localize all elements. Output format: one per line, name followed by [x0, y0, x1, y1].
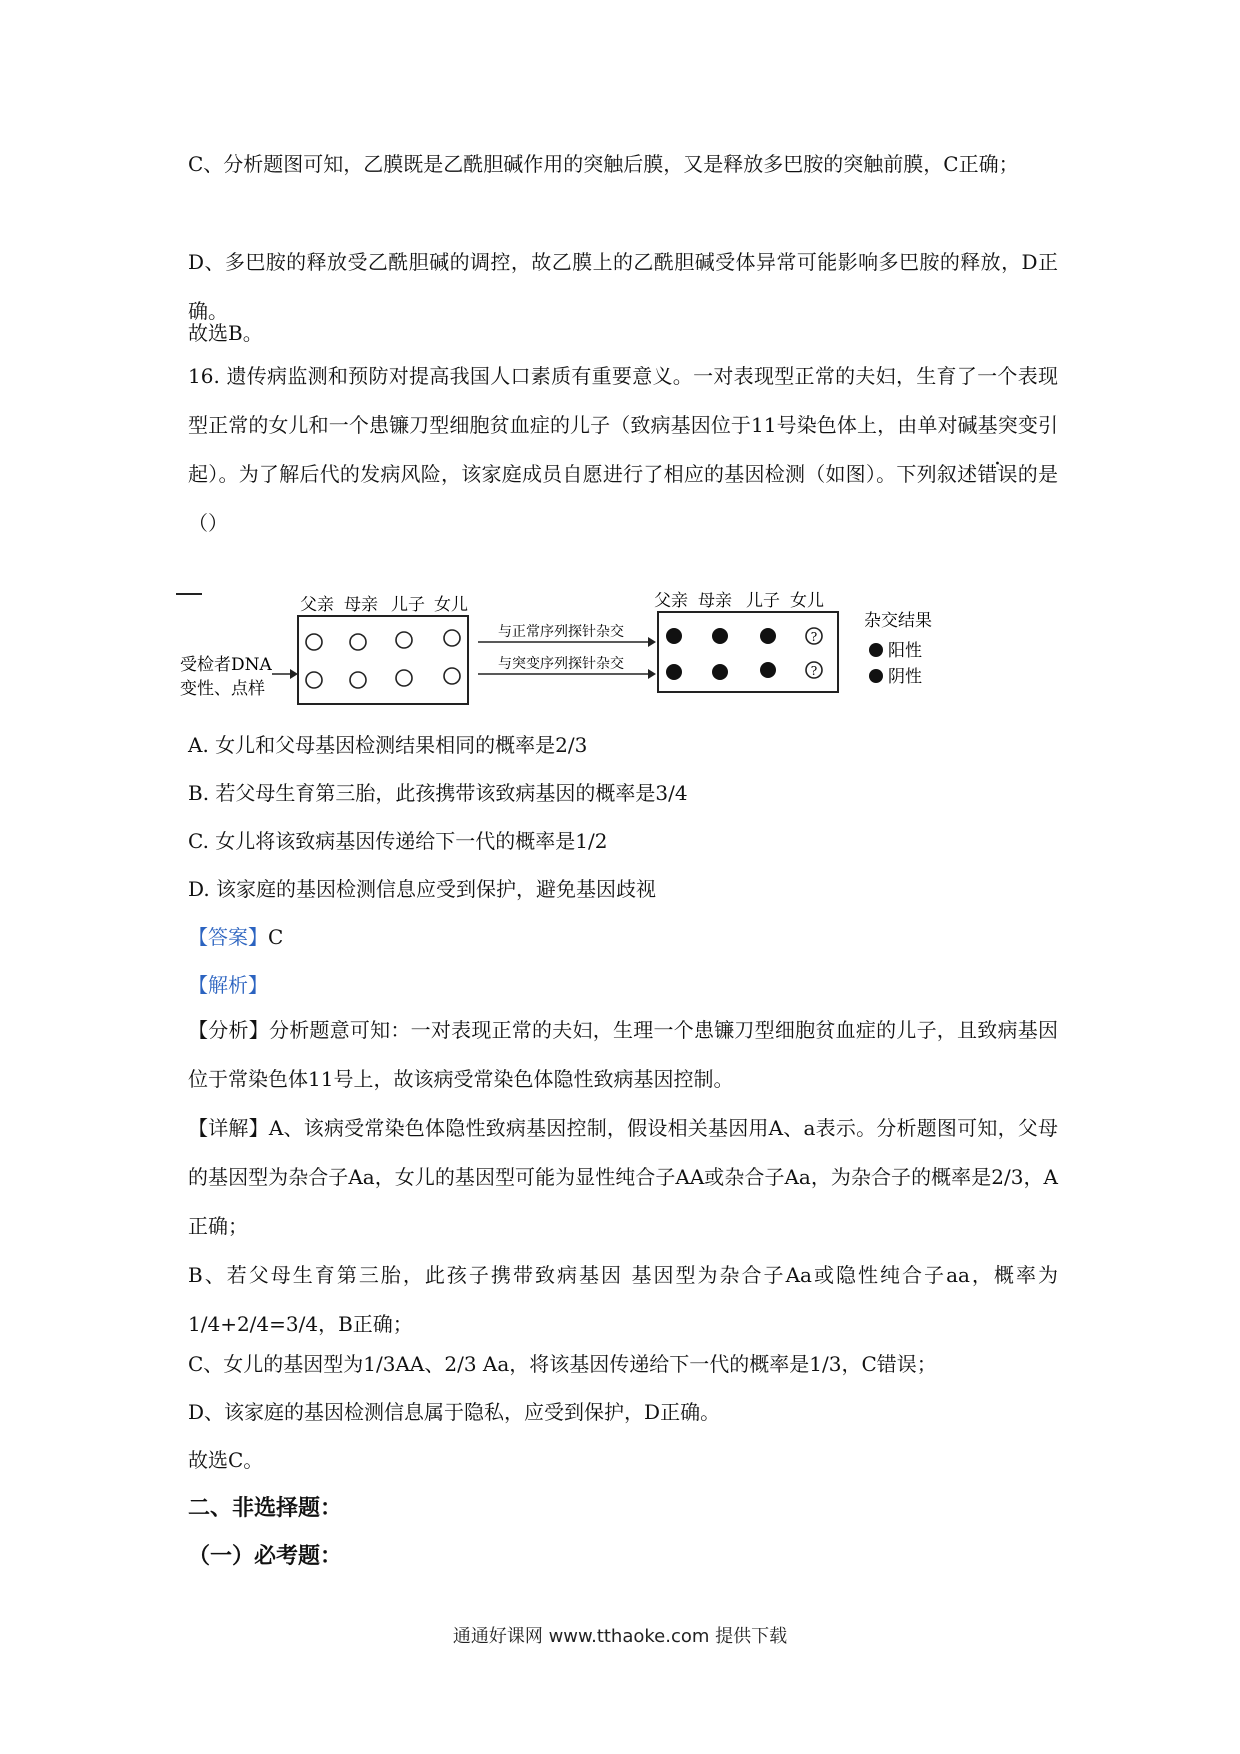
label-son-left: 儿子: [391, 595, 425, 615]
answer-line: [188, 922, 283, 952]
spot-left-r1-father: [306, 634, 322, 650]
label-father-right: 父亲: [654, 591, 688, 611]
answer-choice-c: 故选C。: [188, 1448, 264, 1472]
option-c: C. 女儿将该致病基因传递给下一代的概率是1/2: [188, 829, 608, 853]
sample-label-2: 变性、点样: [180, 679, 265, 699]
spot-right-r2-father: [666, 664, 682, 680]
gene-test-figure: [172, 590, 1072, 710]
label-daughter-right: 女儿: [790, 591, 824, 611]
spot-left-r1-mother: [350, 634, 366, 650]
legend-negative-dot: [869, 669, 883, 683]
legend-title: 杂交结果: [864, 611, 932, 631]
spot-left-r2-son: [396, 670, 412, 686]
detail-paragraph-b: B、若父母生育第三胎，此孩子携带致病基因 基因型为杂合子Aa或隐性纯合子aa，概率为1/4+2/4=3/4，B正确；: [188, 1263, 1058, 1336]
spot-left-r2-daughter: [444, 668, 460, 684]
analysis-label: 【解析】: [188, 973, 268, 997]
answer-label: 【答案】: [188, 925, 268, 949]
section-subheading: （一）必考题：: [188, 1543, 343, 1569]
detail-paragraph-a: [188, 1104, 1058, 1251]
section-heading-2: 二、非选择题：: [188, 1495, 343, 1521]
question-16-stem: 16. 遗传病监测和预防对提高我国人口素质有重要意义。一对表现型正常的夫妇，生育了一个表现型正常的女儿和一个患镰刀型细胞贫血症的儿子（致病基因位于11号染色体上，由单对碱基突变引起）。为了解后代的发病风险，该家庭成员自愿进行了相应的基因检测（如图）。下列叙述: [188, 364, 1058, 486]
detail-tag: 【详解】: [188, 1116, 269, 1140]
detail-paragraph-c: C、女儿的基因型为1/3AA、2/3 Aa，将该基因传递给下一代的概率是1/3，C错误；: [188, 1352, 937, 1376]
option-a: A. 女儿和父母基因检测结果相同的概率是2/3: [188, 733, 588, 757]
spot-left-r2-father: [306, 672, 322, 688]
legend-positive: 阳性: [888, 641, 922, 661]
analysis-paragraph: [188, 1006, 1058, 1104]
spot-left-r1-son: [396, 632, 412, 648]
spot-right-r1-son: [760, 628, 776, 644]
unknown-mark-r2: ?: [810, 664, 818, 678]
spot-left-r1-daughter: [444, 630, 460, 646]
probe-normal-label: 与正常序列探针杂交: [498, 624, 624, 640]
analysis-tag: 【分析】: [188, 1018, 269, 1042]
paragraph-c-conclusion: C、分析题图可知，乙膜既是乙酰胆碱作用的突触后膜，又是释放多巴胺的突触前膜，C正确；: [188, 152, 1019, 176]
label-father-left: 父亲: [300, 595, 334, 615]
detail-text-a: A、该病受常染色体隐性致病基因控制，假设相关基因用A、a表示。分析题图可知，父母的基因型为杂合子Aa，女儿的基因型可能为显性纯合子AA或杂合子Aa，为杂合子的概率是2/3，A正确；: [188, 1116, 1059, 1238]
label-mother-left: 母亲: [344, 595, 378, 615]
question-16-emphasis: 错误: [977, 462, 1018, 486]
membrane-box-right: [658, 612, 838, 692]
spot-right-r2-mother: [712, 664, 728, 680]
option-d: D. 该家庭的基因检测信息应受到保护，避免基因歧视: [188, 877, 657, 901]
unknown-mark-r1: ?: [810, 630, 818, 644]
question-16-tail: 的是（）: [188, 462, 1059, 535]
sample-label-1: 受检者DNA: [180, 655, 272, 675]
label-daughter-left: 女儿: [434, 595, 468, 615]
membrane-box-left: [298, 616, 468, 704]
spot-right-r2-son: [760, 662, 776, 678]
page-footer: 通通好课网 www.tthaoke.com 提供下载: [452, 1626, 788, 1647]
detail-paragraph-d: D、该家庭的基因检测信息属于隐私，应受到保护，D正确。: [188, 1400, 721, 1424]
spot-right-r1-mother: [712, 628, 728, 644]
answer-choice-b: 故选B。: [188, 321, 263, 345]
legend-negative: 阴性: [888, 667, 922, 687]
probe-mutant-label: 与突变序列探针杂交: [498, 656, 624, 672]
legend-positive-dot: [869, 643, 883, 657]
paragraph-d-conclusion: D、多巴胺的释放受乙酰胆碱的调控，故乙膜上的乙酰胆碱受体异常可能影响多巴胺的释放，D正确。: [188, 250, 1058, 323]
question-16: [188, 352, 1058, 548]
option-b: B. 若父母生育第三胎，此孩携带该致病基因的概率是3/4: [188, 781, 688, 805]
spot-left-r2-mother: [350, 672, 366, 688]
probe-arrow-normal-head: [648, 637, 656, 647]
probe-arrow-mutant-head: [648, 669, 656, 679]
analysis-text: 分析题意可知：一对表现正常的夫妇，生理一个患镰刀型细胞贫血症的儿子，且致病基因位于常染色体11号上，故该病受常染色体隐性致病基因控制。: [188, 1018, 1059, 1091]
label-mother-right: 母亲: [698, 591, 732, 611]
label-son-right: 儿子: [746, 591, 780, 611]
spot-right-r1-father: [666, 628, 682, 644]
answer-value: C: [268, 925, 284, 949]
sample-arrow-head: [290, 669, 298, 679]
